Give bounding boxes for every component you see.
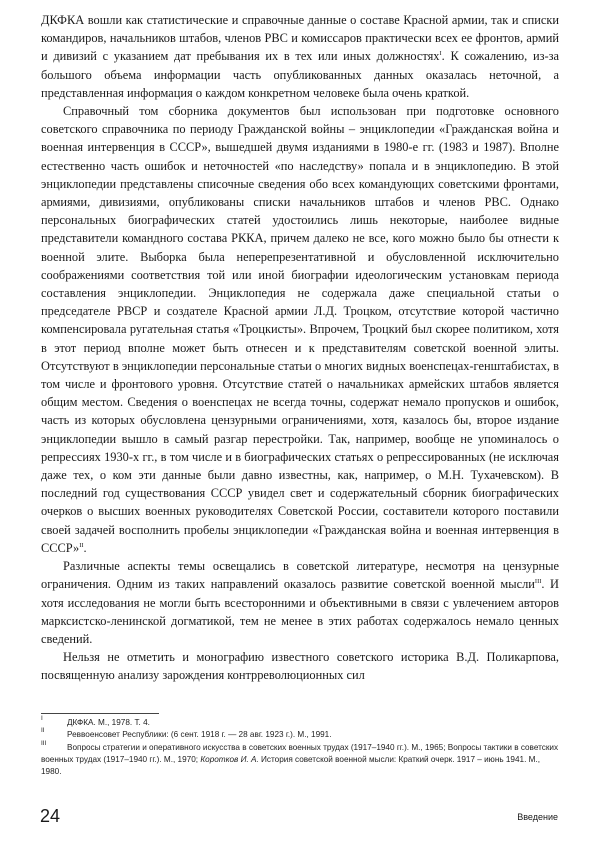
running-footer-title: Введение bbox=[517, 812, 558, 822]
footnote-divider bbox=[41, 713, 159, 714]
paragraph-1 bbox=[41, 11, 559, 102]
paragraph-3-text: Различные аспекты темы освещались в советской литературе, несмотря на цензурные ограничения. Одним из таких направлений оказалось развитие советской военной мысли bbox=[41, 559, 559, 592]
paragraph-2-text-cont: . bbox=[83, 540, 87, 555]
footnote-1 bbox=[41, 717, 559, 729]
footnote-3-text: Вопросы стратегии и оперативного искусства в советских военных трудах (1917–1940 гг.). М., 1965; Вопросы тактики в советских военных трудах (1917–1940 гг.). М., 1970; bbox=[41, 742, 559, 764]
footnote-ref-1[interactable]: I bbox=[439, 50, 442, 58]
footnote-mark-3: III bbox=[41, 739, 47, 747]
footnote-ref-3[interactable]: III bbox=[534, 578, 542, 586]
footnote-3 bbox=[41, 739, 559, 779]
footnote-ref-2[interactable]: II bbox=[79, 541, 84, 549]
footnotes bbox=[41, 713, 559, 778]
paragraph-3-text-cont: . И хотя исследования не могли быть всесторонними и объективными в связи с увлечением авторов марксистско-ленинской догматикой, тем не менее в этих работах содержалось немало ценных сведений. bbox=[41, 577, 559, 646]
paragraph-2 bbox=[41, 102, 559, 557]
paragraph-4-text: Нельзя не отметить и монографию известного советского историка В.Д. Поликарпова, посвященную анализу зарождения контрреволюционных сил bbox=[41, 650, 559, 683]
footnote-3-author: Коротков И. А. bbox=[200, 754, 259, 764]
footnote-mark-1: I bbox=[41, 715, 43, 722]
page-number: 24 bbox=[40, 806, 61, 826]
paragraph-3 bbox=[41, 557, 559, 648]
footnote-1-text: ДКФКА. М., 1978. Т. 4. bbox=[67, 718, 150, 727]
footnote-2 bbox=[41, 729, 559, 741]
paragraph-1-text: ДКФКА вошли как статистические и справочные данные о составе Красной армии, так и списки командиров, начальников штабов, членов РВС и комиссаров практически всех ее фронтов, армий и дивизий с указанием дат пребывания их в тех или иных должностях bbox=[41, 13, 559, 64]
paragraph-1-text-cont: . К сожалению, из-за большого объема информации часть опубликованных данных оказалась неточной, а представленная информация о каждом конкретном человеке была очень краткой. bbox=[41, 49, 559, 100]
footnote-3-text-cont: История советской военной мысли: Краткий очерк. 1917 – июнь 1941. М., 1980. bbox=[41, 754, 541, 777]
footnote-2-text: Реввоенсовет Республики: (6 сент. 1918 г. — 28 авг. 1923 г.). М., 1991. bbox=[67, 730, 332, 740]
paragraph-2-text: Справочный том сборника документов был использован при подготовке основного советского справочника по периоду Гражданской войны – энциклопедии «Гражданская война и военная интервенция в СССР», вышедшей двумя изданиями в 1980-е гг. (1983 и 1987). Вполне естественно часть ошибок и неточностей «по наследству» попала и в энциклопедию. В этой энциклопедии представлены списочные сведения обо всех командующих советскими фронтами, армиями, дивизиями, опубликованы списки начальников штабов и членов РВС. Однако персональных биографических статей удостоились лишь некоторые, наиболее видные представители командного состава РККА, причем далеко не все, кого можно было бы отнести к военной элите. Выборка была неперепрезентативной и обусловленной исключительно соображениями соответствия той или иной биографии идеологическим установкам периода составления энциклопедии. Энциклопедия не содержала даже специальной статьи о председателе РВСР и создателе Красной армии Л.Д. Троцком, отсутствие которой частично компенсировала ругательная статья «Троцкисты». Впрочем, Троцкий был скорее политиком, хотя в этот период вполне может быть отнесен и к представителям советской военной элиты. Отсутствуют в энциклопедии персональные статьи о многих видных военспецах-генштабистах, в том числе и фронтового уровня. Отсутствие статей о начальниках армейских штабов является общим местом. Сведения о военспецах не всегда точны, содержат немало пропусков и ошибок, часть из которых обусловлена цензурными ограничениями, хотя, казалось бы, второе издание энциклопедии вышло в самый разгар перестройки. Так, например, вообще не упоминалось о репрессиях 1930-х гг., в том числе и в биографических статьях о репрессированных (не исключая даже тех, о ком эти данные были давно известны, как, например, о М.Н. Тухачевском). В последний год существования СССР увидел свет и содержательный сборник биографических очерков о высших военных руководителях Советской России, составители которого поставили своей задачей восполнить пробелы энциклопедии «Гражданская война и военная интервенция в СССР» bbox=[41, 104, 559, 555]
footnote-mark-2: II bbox=[41, 727, 45, 735]
paragraph-4 bbox=[41, 648, 559, 684]
main-text bbox=[41, 11, 559, 685]
